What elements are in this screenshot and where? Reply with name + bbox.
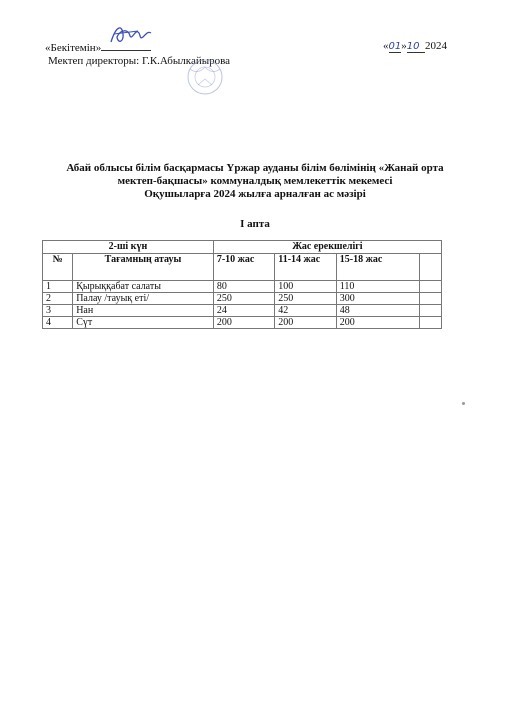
title-line-2: мектеп-бақшасы» коммуналдық мемлекеттік мекемесі — [117, 175, 393, 187]
header-age-15-18: 15-18 жас — [336, 254, 419, 281]
row-dish: Палау /тауық еті/ — [73, 293, 214, 305]
approve-label: «Бекітемін» — [45, 42, 102, 54]
date-month: 10 — [406, 41, 420, 52]
age-group-label: Жас ерекшелігі — [213, 241, 441, 254]
title-line-3: Оқушыларға 2024 жылға арналған ас мәзірі — [144, 188, 366, 200]
date-mid-quote: » — [401, 40, 407, 52]
row-age-11-14: 42 — [275, 305, 336, 317]
header-age-11-14: 11-14 жас — [275, 254, 336, 281]
row-dish: Сүт — [73, 317, 214, 329]
scan-speck — [462, 402, 465, 405]
row-num: 4 — [43, 317, 73, 329]
row-age-11-14: 200 — [275, 317, 336, 329]
table-row — [43, 293, 442, 305]
row-dish: Нан — [73, 305, 214, 317]
row-empty — [420, 281, 442, 293]
date-year: 2024 — [424, 40, 447, 52]
row-num: 2 — [43, 293, 73, 305]
header-dish: Тағамның атауы — [73, 254, 214, 281]
row-age-7-10: 250 — [213, 293, 274, 305]
date-day-field — [389, 40, 402, 53]
approval-date — [383, 40, 447, 53]
row-empty — [420, 317, 442, 329]
document-title — [0, 162, 510, 201]
row-age-15-18: 110 — [336, 281, 419, 293]
row-age-15-18: 300 — [336, 293, 419, 305]
table-row — [43, 317, 442, 329]
row-num: 1 — [43, 281, 73, 293]
row-age-7-10: 24 — [213, 305, 274, 317]
row-age-11-14: 250 — [275, 293, 336, 305]
row-age-7-10: 80 — [213, 281, 274, 293]
row-empty — [420, 305, 442, 317]
table-header-row-2 — [43, 254, 442, 281]
header-age-7-10: 7-10 жас — [213, 254, 274, 281]
week-label: І апта — [240, 218, 270, 230]
date-month-field — [407, 40, 425, 53]
menu-table — [42, 240, 442, 329]
row-dish: Қырыққабат салаты — [73, 281, 214, 293]
row-num: 3 — [43, 305, 73, 317]
date-open-quote: « — [383, 40, 389, 52]
title-line-1: Абай облысы білім басқармасы Үржар ауданы білім бөлімінің «Жанай орта — [66, 162, 444, 174]
director-name: Мектеп директоры: Г.К.Абылкайырова — [48, 55, 231, 67]
date-day: 01 — [388, 41, 402, 52]
table-row — [43, 305, 442, 317]
seal-emblem — [178, 55, 232, 99]
table-header-row-1 — [43, 241, 442, 254]
day-label: 2-ші күн — [43, 241, 214, 254]
row-age-7-10: 200 — [213, 317, 274, 329]
row-age-11-14: 100 — [275, 281, 336, 293]
table-row — [43, 281, 442, 293]
row-age-15-18: 200 — [336, 317, 419, 329]
row-age-15-18: 48 — [336, 305, 419, 317]
header-num: № — [43, 254, 73, 281]
header-empty — [420, 254, 442, 281]
row-empty — [420, 293, 442, 305]
director-signature — [108, 22, 154, 48]
